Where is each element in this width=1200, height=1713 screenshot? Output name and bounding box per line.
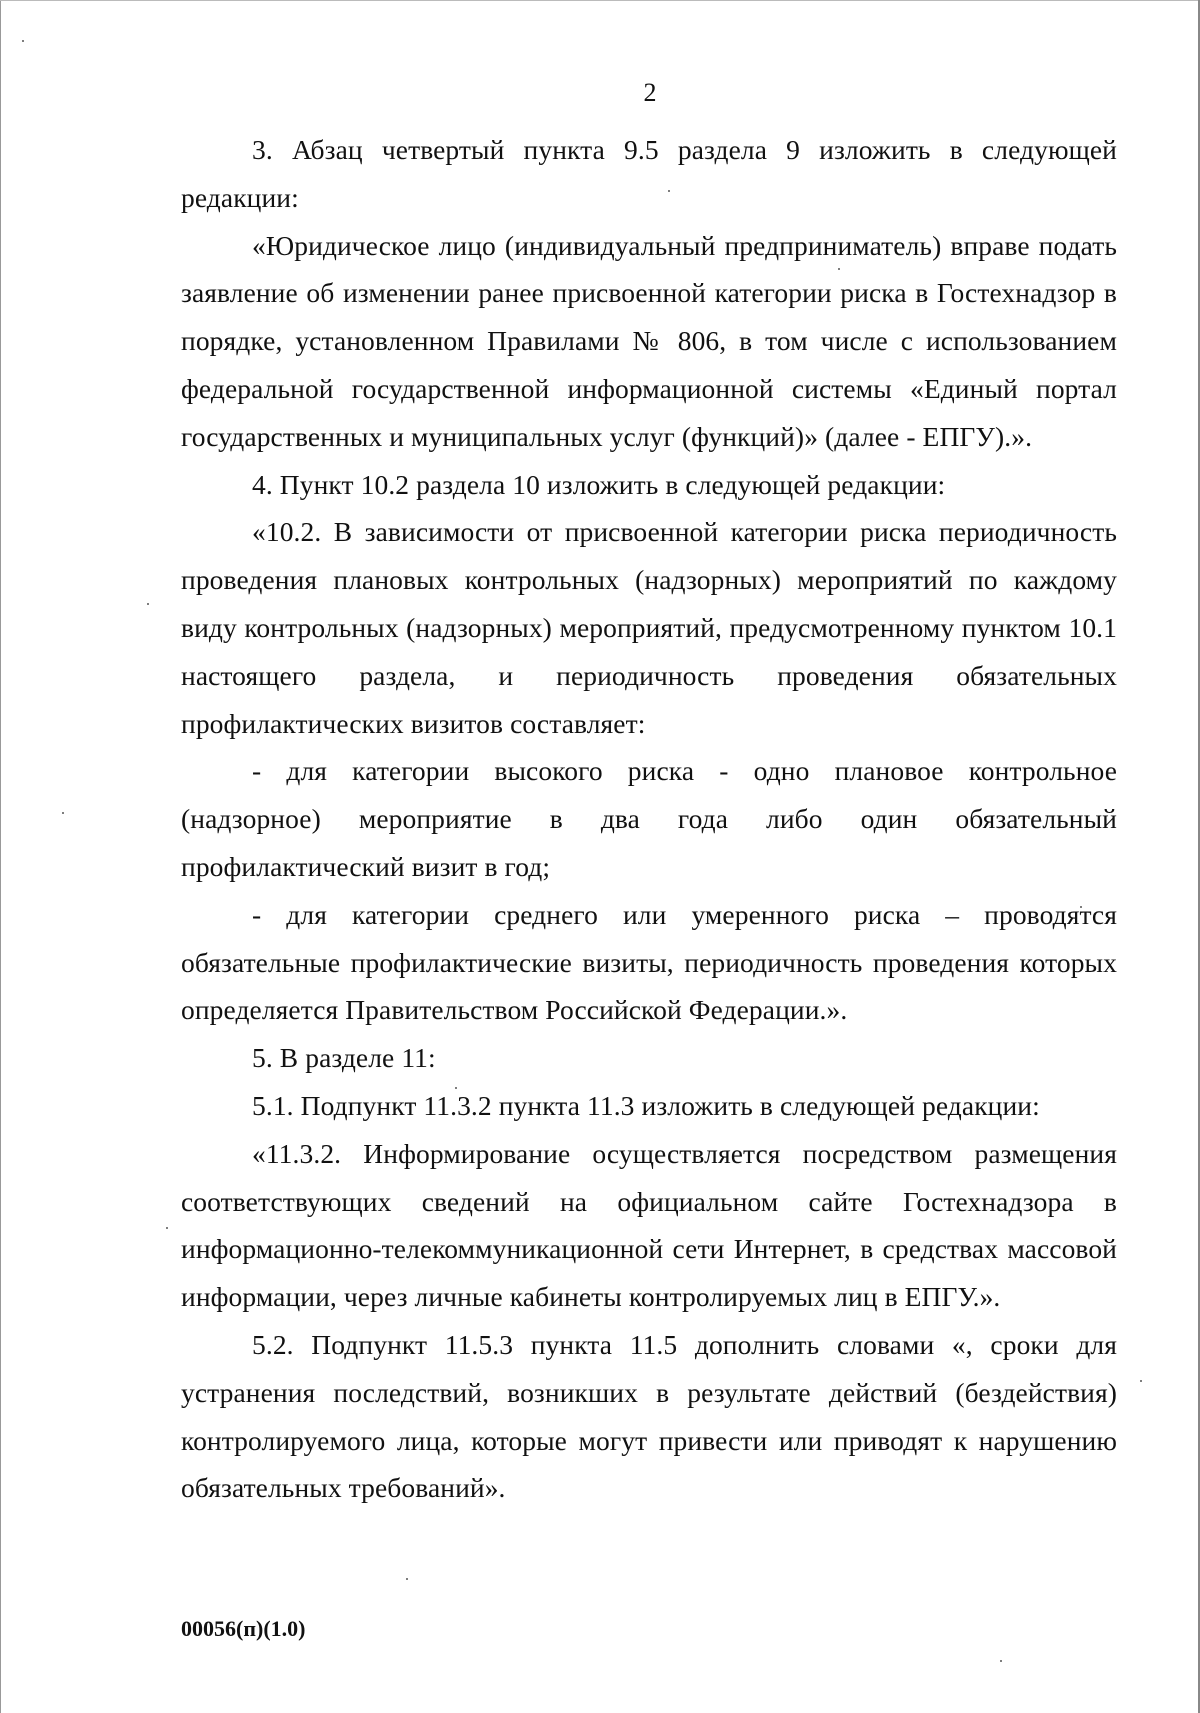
scan-speck bbox=[1000, 1660, 1002, 1662]
paragraph-3-heading: 3. Абзац четвертый пункта 9.5 раздела 9 изложить в следующей редакции: bbox=[181, 134, 1117, 213]
paragraph-5-2: 5.2. Подпункт 11.5.3 пункта 11.5 дополнить словами «, сроки для устранения последствий, возникших в результате действий (бездействия) контролируемого лица, которые могут привести или приводят к нарушению обязательных требований». bbox=[181, 1328, 1117, 1504]
scan-speck bbox=[62, 812, 64, 814]
page-number: 2 bbox=[643, 78, 657, 107]
paragraph-3-quote: «Юридическое лицо (индивидуальный предприниматель) вправе подать заявление об изменении ранее присвоенной категории риска в Гостехнадзор в порядке, установленном Правилами № 806, в том числе с использованием федеральной государственной информационной системы «Единый портал государственных и муниципальных услуг (функций)» (далее - ЕПГУ).». bbox=[181, 229, 1117, 452]
paragraph-5-heading: 5. В разделе 11: bbox=[252, 1042, 436, 1074]
paragraph-10-2-quote: «10.2. В зависимости от присвоенной категории риска периодичность проведения плановых контрольных (надзорных) мероприятий по каждому виду контрольных (надзорных) мероприятий, предусмотренному пунктом 10.1 настоящего раздела, и периодичность проведения обязательных профилактических визитов составляет: bbox=[181, 516, 1117, 739]
scan-speck bbox=[1140, 1380, 1142, 1382]
paragraph-medium-risk: - для категории среднего или умеренного риска – проводятся обязательные профилактические визиты, периодичность проведения которых определяется Правительством Российской Федерации.». bbox=[181, 898, 1117, 1026]
scan-speck bbox=[22, 40, 24, 42]
scan-edge-left bbox=[0, 0, 1, 1713]
document-body bbox=[181, 126, 1117, 1512]
paragraph-high-risk: - для категории высокого риска - одно плановое контрольное (надзорное) мероприятие в два года либо один обязательный профилактический визит в год; bbox=[181, 755, 1117, 882]
paragraph-11-3-2-quote: «11.3.2. Информирование осуществляется посредством размещения соответствующих сведений на официальном сайте Гостехнадзора в информационно-телекоммуникационной сети Интернет, в средствах массовой информации, через личные кабинеты контролируемых лиц в ЕПГУ.». bbox=[181, 1137, 1117, 1313]
scan-speck bbox=[406, 1578, 408, 1580]
scan-speck bbox=[166, 1227, 168, 1229]
scan-speck bbox=[147, 603, 149, 605]
paragraph-5-1-heading: 5.1. Подпункт 11.3.2 пункта 11.3 изложить в следующей редакции: bbox=[252, 1089, 1040, 1121]
scan-edge-top bbox=[0, 0, 1200, 1]
document-code: 00056(п)(1.0) bbox=[181, 1616, 306, 1641]
paragraph-4-heading: 4. Пункт 10.2 раздела 10 изложить в следующей редакции: bbox=[252, 468, 946, 500]
